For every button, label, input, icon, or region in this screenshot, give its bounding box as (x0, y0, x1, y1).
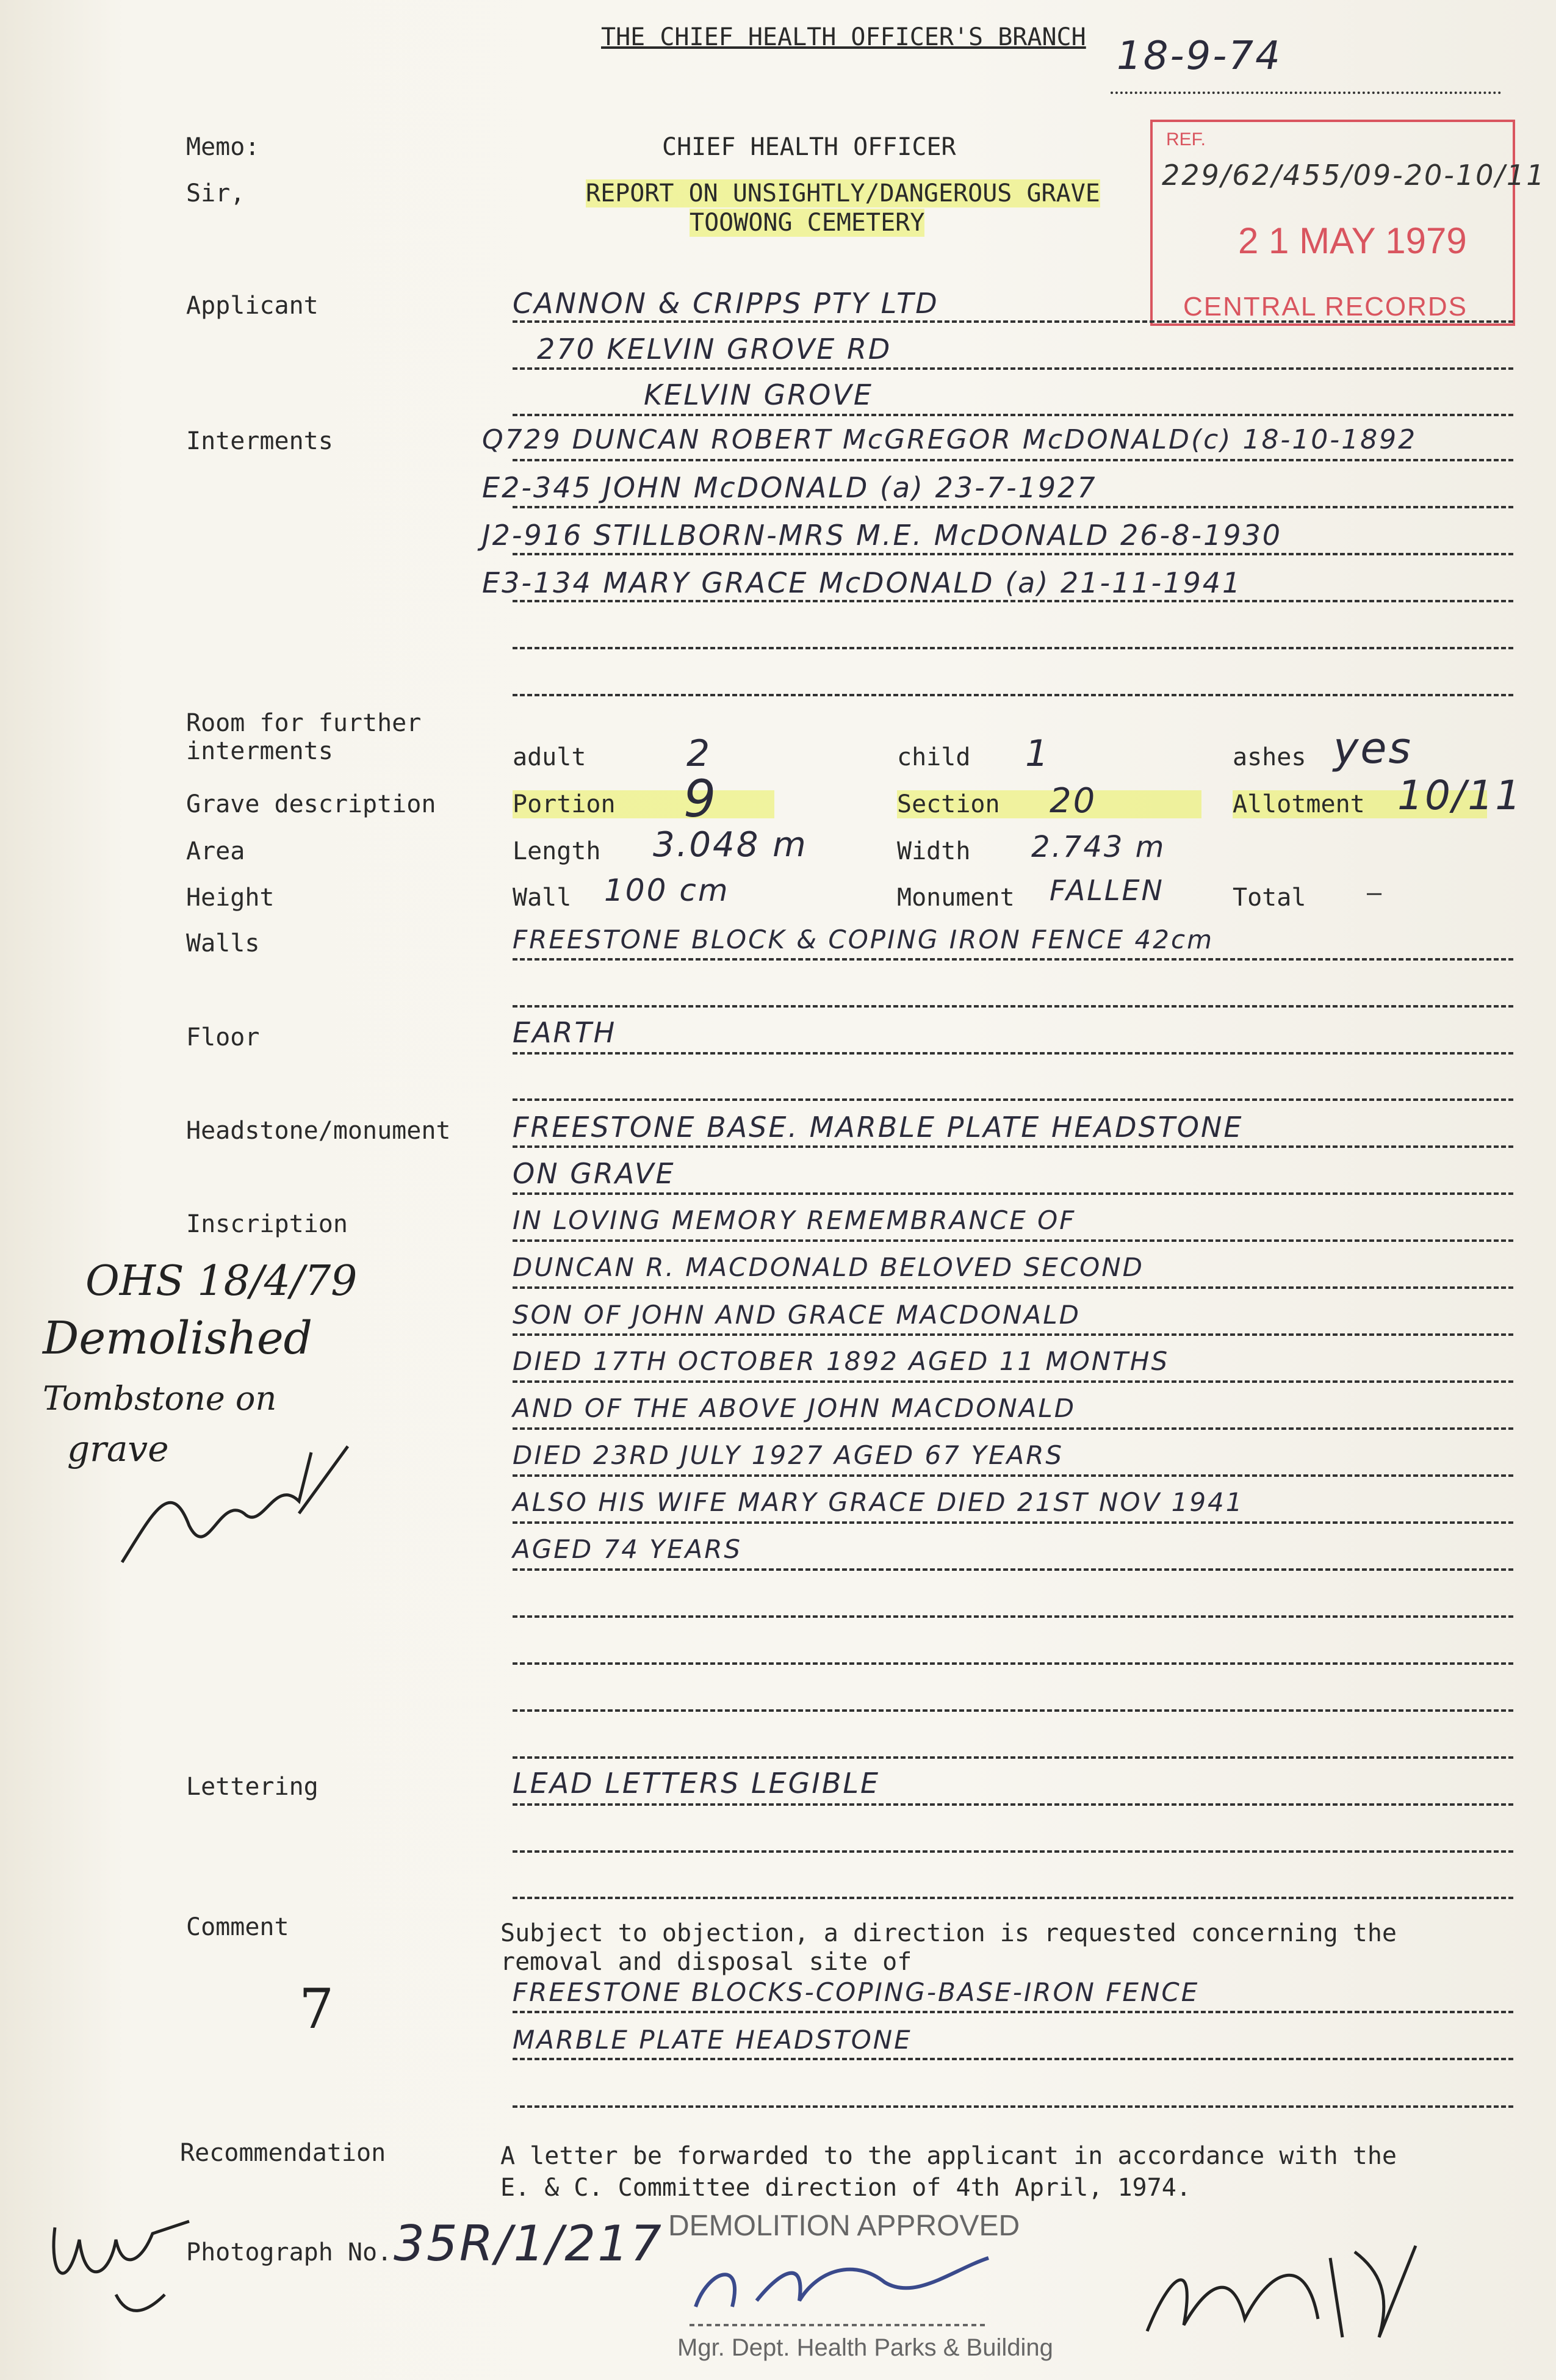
inscription-label: Inscription (186, 1210, 348, 1238)
rule (513, 1803, 1513, 1806)
comment-line-1: FREESTONE BLOCKS-COPING-BASE-IRON FENCE (513, 1977, 1200, 2007)
room-label-1: Room for further (186, 709, 422, 737)
section-label: Section (897, 790, 1201, 818)
allotment-value: 10/11 (1397, 772, 1523, 819)
portion-value: 9 (683, 769, 718, 829)
stamp-department: CENTRAL RECORDS (1183, 292, 1468, 322)
comment-label: Comment (186, 1913, 289, 1941)
portion-label: Portion (513, 790, 774, 818)
demolition-stamp-title: DEMOLITION APPROVED (668, 2210, 1020, 2242)
rule (513, 506, 1513, 508)
interment-line-1: Q729 DUNCAN ROBERT McGREGOR McDONALD(c) 18-10-1892 (482, 424, 1417, 455)
rule (513, 1380, 1513, 1383)
applicant-line-1: CANNON & CRIPPS PTY LTD (513, 287, 939, 320)
rule (513, 600, 1513, 602)
photograph-label: Photograph No. (186, 2238, 392, 2266)
inscription-line-7: ALSO HIS WIFE MARY GRACE DIED 21ST NOV 1941 (513, 1487, 1244, 1517)
officer-signature-icon (1123, 2234, 1440, 2356)
rule (513, 1756, 1513, 1759)
rule (513, 414, 1513, 416)
rule (513, 553, 1513, 555)
inscription-line-1: IN LOVING MEMORY REMEMBRANCE OF (513, 1205, 1076, 1235)
rule (513, 1333, 1513, 1336)
rule (513, 958, 1513, 961)
area-label: Area (186, 837, 245, 865)
floor-value: EARTH (513, 1016, 617, 1049)
office-title: CHIEF HEALTH OFFICER (662, 133, 956, 161)
rule (513, 1568, 1513, 1571)
rule (513, 2105, 1513, 2108)
applicant-label: Applicant (186, 292, 319, 320)
total-value: — (1367, 879, 1382, 907)
comment-text-2: removal and disposal site of (500, 1948, 912, 1976)
inscription-line-2: DUNCAN R. MACDONALD BELOVED SECOND (513, 1252, 1144, 1282)
length-label: Length (513, 837, 601, 865)
rule (513, 1474, 1513, 1477)
margin-note-line-4: grave (67, 1428, 169, 1469)
headstone-label: Headstone/monument (186, 1117, 451, 1145)
applicant-line-2: 270 KELVIN GROVE RD (537, 333, 892, 366)
rule (513, 320, 1513, 323)
rule (513, 1709, 1513, 1712)
inscription-line-8: AGED 74 YEARS (513, 1534, 743, 1564)
comment-mark: 7 (299, 1977, 334, 2041)
recommendation-text-1: A letter be forwarded to the applicant in accordance with the (500, 2142, 1397, 2170)
floor-label: Floor (186, 1023, 260, 1051)
margin-note-line-3: Tombstone on (43, 1379, 277, 1418)
margin-signature-icon (116, 1440, 372, 1587)
ref-label: REF. (1166, 129, 1206, 150)
section-value: 20 (1050, 781, 1097, 821)
inscription-line-3: SON OF JOHN AND GRACE MACDONALD (513, 1300, 1081, 1330)
rule (513, 694, 1513, 696)
allotment-label: Allotment (1233, 790, 1487, 818)
height-label: Height (186, 884, 275, 912)
rule (513, 1239, 1513, 1242)
width-value: 2.743 m (1031, 830, 1166, 864)
width-label: Width (897, 837, 971, 865)
rule (513, 1098, 1513, 1101)
rule (513, 1897, 1513, 1899)
monument-label: Monument (897, 884, 1015, 912)
ref-value: 229/62/455/09-20-10/11 (1162, 159, 1546, 192)
adult-value: 2 (686, 732, 712, 775)
date-line (1111, 92, 1501, 94)
headstone-line-2: ON GRAVE (513, 1157, 675, 1190)
lettering-label: Lettering (186, 1773, 319, 1801)
photograph-number: 35R/1/217 (394, 2215, 663, 2272)
margin-note-line-1: OHS 18/4/79 (85, 1257, 358, 1305)
rule (513, 1521, 1513, 1524)
adult-label: adult (513, 743, 586, 771)
lettering-value: LEAD LETTERS LEGIBLE (513, 1767, 881, 1800)
rule (513, 1145, 1513, 1148)
comment-text-1: Subject to objection, a direction is requested concerning the (500, 1919, 1397, 1947)
initials-signature-icon (43, 2203, 201, 2325)
comment-line-2: MARBLE PLATE HEADSTONE (513, 2025, 912, 2055)
inscription-line-4: DIED 17TH OCTOBER 1892 AGED 11 MONTHS (513, 1346, 1170, 1376)
interments-label: Interments (186, 427, 333, 455)
rule (513, 2011, 1513, 2013)
rule (513, 459, 1513, 461)
cemetery-title: TOOWONG CEMETERY (690, 209, 925, 237)
rule (513, 1427, 1513, 1430)
grave-description-label: Grave description (186, 790, 436, 818)
branch-heading: THE CHIEF HEALTH OFFICER'S BRANCH (601, 23, 1086, 51)
ashes-value: yes (1333, 723, 1413, 773)
demolition-stamp-caption: Mgr. Dept. Health Parks & Building (677, 2334, 1053, 2361)
margin-note-line-2: Demolished (43, 1312, 312, 1365)
rule (513, 1192, 1513, 1195)
rule (513, 367, 1513, 370)
recommendation-label: Recommendation (180, 2139, 386, 2167)
recommendation-text-2: E. & C. Committee direction of 4th April, 1974. (500, 2174, 1191, 2202)
rule (513, 2058, 1513, 2060)
rule (513, 1850, 1513, 1853)
rule (513, 1005, 1513, 1008)
stamp-date: 2 1 MAY 1979 (1238, 220, 1467, 261)
interment-line-2: E2-345 JOHN McDONALD (a) 23-7-1927 (482, 471, 1097, 504)
sir-label: Sir, (186, 179, 245, 207)
report-title: REPORT ON UNSIGHTLY/DANGEROUS GRAVE (586, 179, 1100, 207)
interment-line-4: E3-134 MARY GRACE McDONALD (a) 21-11-1941 (482, 566, 1242, 599)
headstone-line-1: FREESTONE BASE. MARBLE PLATE HEADSTONE (513, 1111, 1244, 1144)
inscription-line-6: DIED 23RD JULY 1927 AGED 67 YEARS (513, 1440, 1064, 1470)
room-label-2: interments (186, 737, 333, 765)
length-value: 3.048 m (653, 825, 808, 865)
rule (513, 647, 1513, 649)
ashes-label: ashes (1233, 743, 1306, 771)
walls-label: Walls (186, 929, 260, 957)
inscription-line-5: AND OF THE ABOVE JOHN MACDONALD (513, 1393, 1076, 1423)
rule (513, 1662, 1513, 1665)
report-date: 18-9-74 (1117, 34, 1282, 79)
total-label: Total (1233, 884, 1306, 912)
applicant-line-3: KELVIN GROVE (644, 378, 873, 411)
rule (513, 1052, 1513, 1055)
monument-value: FALLEN (1050, 874, 1164, 907)
walls-value: FREESTONE BLOCK & COPING IRON FENCE 42cm (513, 925, 1214, 954)
child-value: 1 (1025, 732, 1051, 775)
child-label: child (897, 743, 971, 771)
rule (513, 1615, 1513, 1618)
wall-value: 100 cm (604, 873, 730, 908)
memo-label: Memo: (186, 133, 260, 161)
wall-label: Wall (513, 884, 572, 912)
central-records-stamp (1150, 120, 1546, 326)
rule (513, 1286, 1513, 1289)
interment-line-3: J2-916 STILLBORN-MRS M.E. McDONALD 26-8-1930 (482, 519, 1283, 552)
approval-signature-icon (671, 2234, 1013, 2343)
